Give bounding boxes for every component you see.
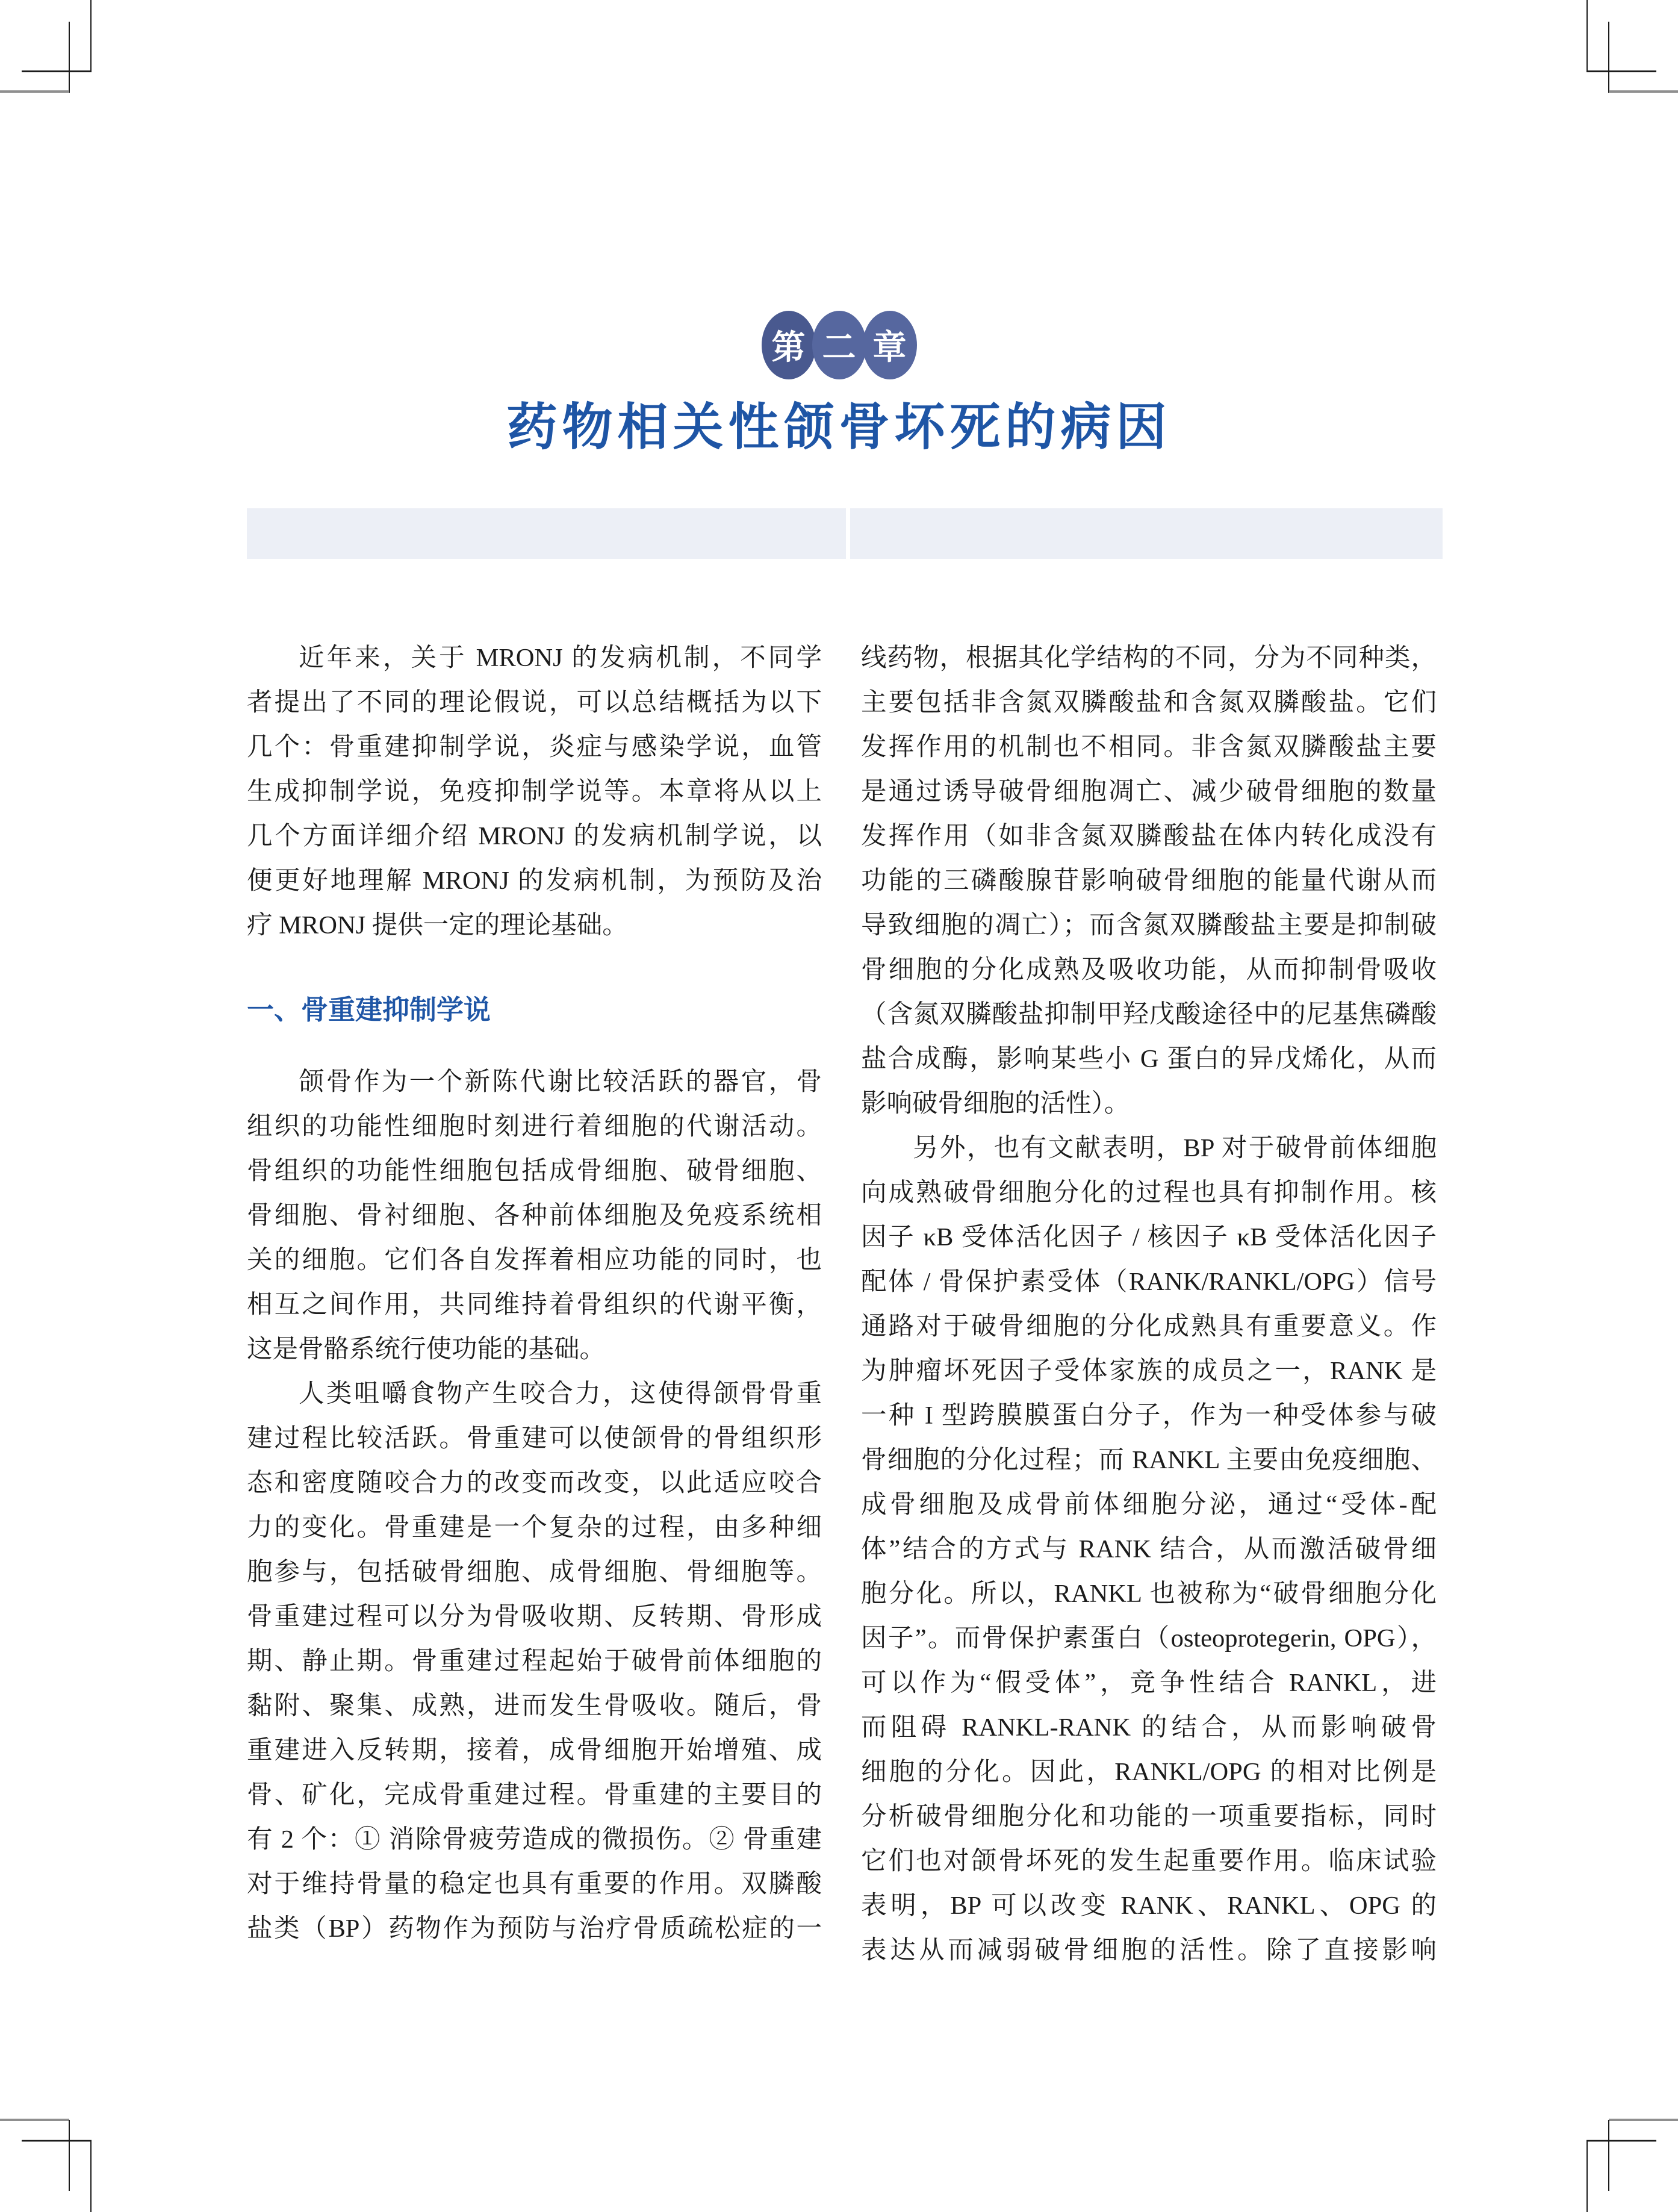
column-right (861, 636, 1437, 1973)
text-line: 影响破骨细胞的活性）。 (861, 1089, 1130, 1118)
text-line: 力的变化。骨重建是一个复杂的过程，由多种细 (247, 1513, 822, 1542)
crop-mark-bottom-right-vline-inner (1608, 2120, 1609, 2191)
crop-mark-bottom-right-gray (1609, 2119, 1678, 2121)
decorative-bar-right (850, 508, 1443, 559)
chapter-badge-circle-2: 二 (812, 311, 866, 379)
chapter-badge-circle-1: 第 (762, 311, 816, 379)
text-line: 疗 MRONJ 提供一定的理论基础。 (247, 911, 628, 939)
text-line: （含氮双膦酸盐抑制甲羟戊酸途径中的尼基焦磷酸 (861, 1000, 1437, 1029)
crop-mark-top-left-gray (0, 90, 69, 93)
text-line: 因子”。而骨保护素蛋白（osteoprotegerin, OPG）， (861, 1624, 1437, 1653)
text-line: 表达从而减弱破骨细胞的活性。除了直接影响 (861, 1936, 1437, 1964)
text-line: 几个：骨重建抑制学说，炎症与感染学说，血管 (247, 733, 822, 761)
text-line: 有 2 个：① 消除骨疲劳造成的微损伤。② 骨重建 (247, 1825, 822, 1854)
text-line: 盐类（BP）药物作为预防与治疗骨质疏松症的一 (247, 1914, 822, 1943)
text-line: 骨重建过程可以分为骨吸收期、反转期、骨形成 (247, 1603, 822, 1631)
text-line: 为肿瘤坏死因子受体家族的成员之一，RANK 是 (861, 1357, 1437, 1385)
text-line: 另外，也有文献表明，BP 对于破骨前体细胞 (913, 1134, 1437, 1162)
text-line: 向成熟破骨细胞分化的过程也具有抑制作用。核 (861, 1179, 1437, 1207)
chapter-badge-circle-3: 章 (863, 311, 917, 379)
crop-mark-top-left-vline-outer (90, 0, 92, 72)
crop-mark-bottom-right-hline (1588, 2140, 1656, 2142)
chapter-title: 药物相关性颌骨坏死的病因 (506, 399, 1172, 455)
text-line: 几个方面详细介绍 MRONJ 的发病机制学说，以 (247, 822, 822, 850)
text-line: 线药物，根据其化学结构的不同，分为不同种类， (861, 644, 1437, 672)
text-line: 分析破骨细胞分化和功能的一项重要指标，同时 (861, 1802, 1437, 1831)
text-line: 重建进入反转期，接着，成骨细胞开始增殖、成 (247, 1736, 822, 1765)
crop-mark-top-left-vline-inner (69, 22, 70, 93)
text-line: 建过程比较活跃。骨重建可以使颌骨的骨组织形 (247, 1424, 822, 1453)
text-line: 人类咀嚼食物产生咬合力，这使得颌骨骨重 (299, 1380, 822, 1408)
text-line: 配体 / 骨保护素受体（RANK/RANKL/OPG）信号 (861, 1268, 1437, 1296)
decorative-bar-left (247, 508, 846, 559)
paragraph (247, 1372, 822, 1951)
paragraph (247, 1060, 822, 1372)
text-line: 这是骨骼系统行使功能的基础。 (247, 1335, 606, 1363)
text-line: 对于维持骨量的稳定也具有重要的作用。双膦酸 (247, 1870, 822, 1898)
text-line: 近年来，关于 MRONJ 的发病机制，不同学 (299, 644, 822, 672)
crop-mark-top-right-hline (1588, 70, 1656, 72)
text-line: 期、静止期。骨重建过程起始于破骨前体细胞的 (247, 1647, 822, 1675)
text-line: 盐合成酶，影响某些小 G 蛋白的异戊烯化，从而 (861, 1045, 1437, 1073)
text-line: 体”结合的方式与 RANK 结合，从而激活破骨细 (861, 1535, 1437, 1563)
paragraph (861, 1126, 1437, 1973)
text-line: 它们也对颌骨坏死的发生起重要作用。临床试验 (861, 1847, 1437, 1875)
text-line: 而阻碍 RANKL-RANK 的结合，从而影响破骨 (861, 1713, 1437, 1742)
text-line: 关的细胞。它们各自发挥着相应功能的同时，也 (247, 1246, 822, 1274)
text-line: 便更好地理解 MRONJ 的发病机制，为预防及治 (247, 867, 822, 895)
crop-mark-bottom-left-gray (0, 2119, 69, 2121)
paragraph (247, 636, 822, 948)
text-line: 发挥作用的机制也不相同。非含氮双膦酸盐主要 (861, 733, 1437, 761)
crop-mark-bottom-left-vline-inner (69, 2120, 70, 2191)
text-line: 发挥作用（如非含氮双膦酸盐在体内转化成没有 (861, 822, 1437, 850)
crop-mark-bottom-left-vline-outer (90, 2140, 92, 2212)
crop-mark-top-right-vline-outer (1586, 0, 1588, 72)
text-line: 胞参与，包括破骨细胞、成骨细胞、骨细胞等。 (247, 1558, 822, 1586)
text-line: 生成抑制学说，免疫抑制学说等。本章将从以上 (247, 777, 822, 806)
chapter-badge (0, 311, 1678, 379)
text-line: 成骨细胞及成骨前体细胞分泌，通过“受体-配 (861, 1491, 1437, 1519)
column-left (247, 636, 822, 1951)
crop-mark-bottom-right-vline-outer (1586, 2140, 1588, 2212)
text-line: 者提出了不同的理论假说，可以总结概括为以下 (247, 688, 822, 717)
section-heading: 一、骨重建抑制学说 (247, 994, 491, 1025)
crop-mark-bottom-left-hline (22, 2140, 90, 2142)
text-line: 态和密度随咬合力的改变而改变，以此适应咬合 (247, 1469, 822, 1497)
text-line: 骨细胞的分化成熟及吸收功能，从而抑制骨吸收 (861, 956, 1437, 984)
text-line: 可以作为“假受体”，竞争性结合 RANKL，进 (861, 1669, 1437, 1697)
crop-mark-top-right-gray (1609, 90, 1678, 93)
text-line: 骨组织的功能性细胞包括成骨细胞、破骨细胞、 (247, 1157, 822, 1185)
text-line: 组织的功能性细胞时刻进行着细胞的代谢活动。 (247, 1112, 822, 1141)
text-line: 骨、矿化，完成骨重建过程。骨重建的主要目的 (247, 1781, 822, 1809)
text-line: 表明，BP 可以改变 RANK、RANKL、OPG 的 (861, 1892, 1437, 1920)
paragraph (861, 636, 1437, 1126)
text-line: 相互之间作用，共同维持着骨组织的代谢平衡， (247, 1291, 822, 1319)
text-line: 骨细胞的分化过程；而 RANKL 主要由免疫细胞、 (861, 1446, 1437, 1474)
text-line: 因子 κB 受体活化因子 / 核因子 κB 受体活化因子 (861, 1223, 1437, 1251)
crop-mark-top-right-vline-inner (1608, 22, 1609, 93)
crop-mark-top-left-hline (22, 70, 90, 72)
text-line: 胞分化。所以，RANKL 也被称为“破骨细胞分化 (861, 1580, 1437, 1608)
text-line: 一种 I 型跨膜膜蛋白分子，作为一种受体参与破 (861, 1401, 1437, 1430)
text-line: 细胞的分化。因此，RANKL/OPG 的相对比例是 (861, 1758, 1437, 1786)
text-line: 骨细胞、骨衬细胞、各种前体细胞及免疫系统相 (247, 1201, 822, 1230)
text-line: 导致细胞的凋亡）；而含氮双膦酸盐主要是抑制破 (861, 911, 1437, 939)
text-line: 功能的三磷酸腺苷影响破骨细胞的能量代谢从而 (861, 867, 1437, 895)
text-line: 是通过诱导破骨细胞凋亡、减少破骨细胞的数量 (861, 777, 1437, 806)
text-line: 黏附、聚集、成熟，进而发生骨吸收。随后，骨 (247, 1692, 822, 1720)
text-line: 颌骨作为一个新陈代谢比较活跃的器官，骨 (299, 1068, 822, 1096)
text-line: 通路对于破骨细胞的分化成熟具有重要意义。作 (861, 1312, 1437, 1341)
text-line: 主要包括非含氮双膦酸盐和含氮双膦酸盐。它们 (861, 688, 1437, 717)
